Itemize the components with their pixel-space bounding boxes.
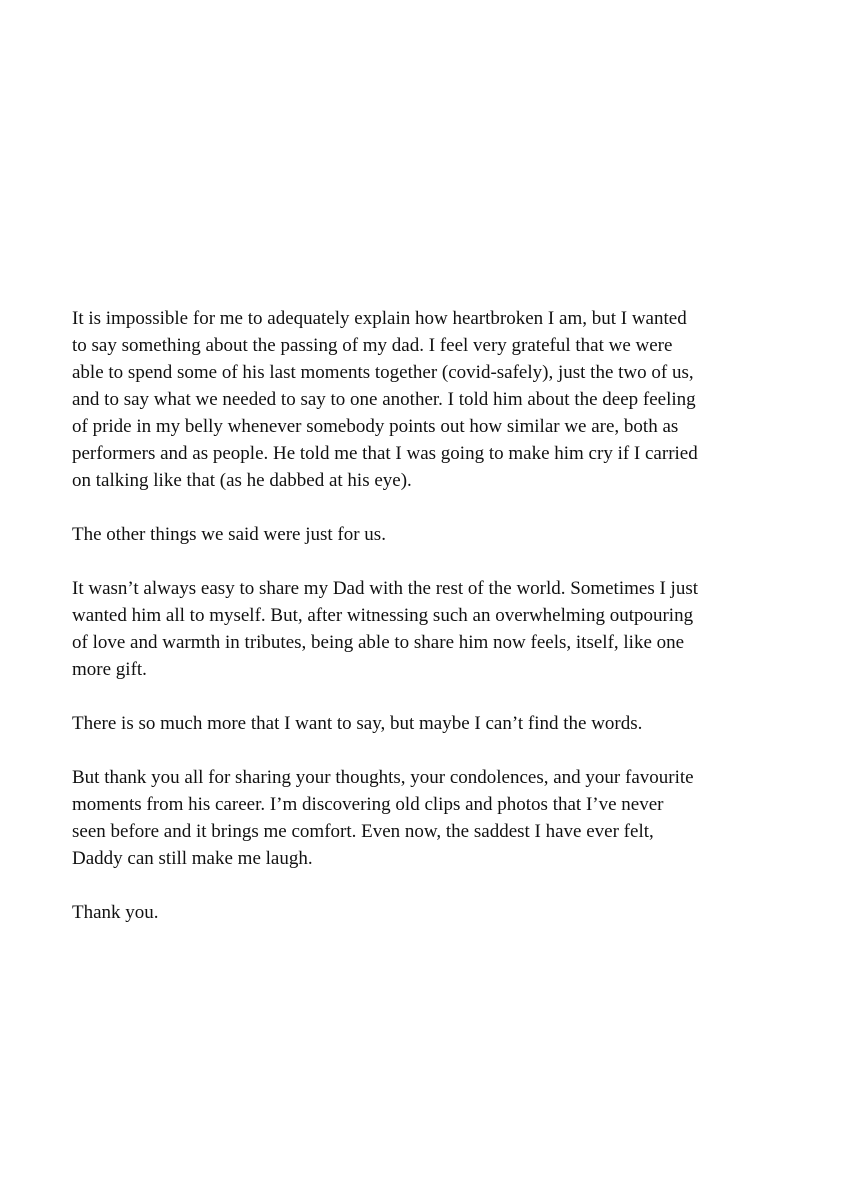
- text-line: seen before and it brings me comfort. Even now, the saddest I have ever felt,: [72, 821, 654, 842]
- paragraph-1: [72, 305, 792, 494]
- paragraph-2: [72, 521, 792, 548]
- text-line: Daddy can still make me laugh.: [72, 848, 313, 869]
- text-line: The other things we said were just for us.: [72, 524, 386, 545]
- text-line: more gift.: [72, 659, 147, 680]
- paragraph-4: [72, 710, 792, 737]
- text-line: It wasn’t always easy to share my Dad with the rest of the world. Sometimes I just: [72, 578, 698, 599]
- text-line: performers and as people. He told me that I was going to make him cry if I carried: [72, 443, 698, 464]
- letter-body: [72, 305, 792, 953]
- text-line: of love and warmth in tributes, being able to share him now feels, itself, like one: [72, 632, 685, 653]
- text-line: able to spend some of his last moments together (covid-safely), just the two of us,: [72, 362, 694, 383]
- text-line: Thank you.: [72, 902, 159, 923]
- text-line: There is so much more that I want to say, but maybe I can’t find the words.: [72, 713, 643, 734]
- text-line: and to say what we needed to say to one another. I told him about the deep feeling: [72, 389, 696, 410]
- text-line: of pride in my belly whenever somebody points out how similar we are, both as: [72, 416, 679, 437]
- text-line: on talking like that (as he dabbed at his eye).: [72, 470, 412, 491]
- text-line: moments from his career. I’m discovering old clips and photos that I’ve never: [72, 794, 664, 815]
- text-line: to say something about the passing of my dad. I feel very grateful that we were: [72, 335, 673, 356]
- text-line: It is impossible for me to adequately explain how heartbroken I am, but I wanted: [72, 308, 687, 329]
- paragraph-5: [72, 764, 792, 872]
- text-line: But thank you all for sharing your thoughts, your condolences, and your favourite: [72, 767, 694, 788]
- paragraph-6: [72, 899, 792, 926]
- text-line: wanted him all to myself. But, after witnessing such an overwhelming outpouring: [72, 605, 694, 626]
- paragraph-3: [72, 575, 792, 683]
